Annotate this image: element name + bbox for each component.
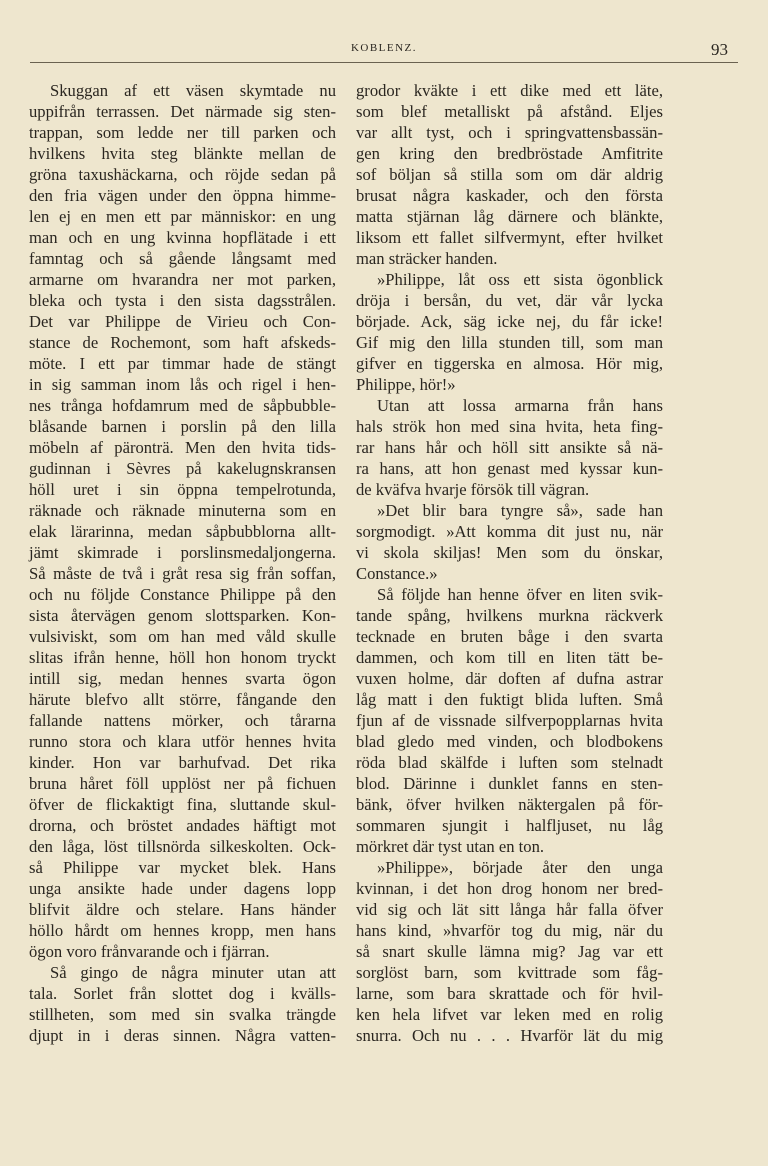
text-line: Philippe, hör!» (356, 375, 456, 394)
text-line: unga ansikte hade under dagens lopp (29, 879, 336, 898)
text-line: »Philippe», började åter den unga (377, 858, 663, 877)
page-number: 93 (711, 40, 728, 59)
text-line: kinder. Hon var barhufvad. Det rika (29, 753, 336, 772)
text-line: tecknade en bruten båge i den svarta (356, 627, 663, 646)
text-line: den låga, löst tillsnörda silkeskolten. Ock- (29, 837, 336, 856)
text-line: liksom ett fallet silfvermynt, efter hvilket (356, 228, 663, 247)
text-line: stillheten, som med sin svalka trängde (29, 1005, 336, 1024)
text-line: och nu följde Constance Philippe på den (29, 585, 336, 604)
text-line: var allt tyst, och i springvattensbassän- (356, 123, 663, 142)
text-line: grodor kväkte i ett dike med ett läte, (356, 81, 663, 100)
text-line: runno stora och klara utför hennes hvita (29, 732, 336, 751)
text-line: tande spång, hvilkens murkna räckverk (356, 606, 663, 625)
text-line: så Philippe var mycket blek. Hans (29, 858, 336, 877)
text-line: öfver de flickaktigt fina, sluttande skul- (29, 795, 336, 814)
text-line: blad gledo med vinden, och blodbokens (356, 732, 663, 751)
text-line: gudinnan i Sèvres på kakelugnskransen (29, 459, 336, 478)
text-line: nes trånga hofdamrum med de såpbubble- (29, 396, 336, 415)
text-line: blod. Därinne i dunklet fanns en sten- (356, 774, 663, 793)
text-line: Skuggan af ett väsen skymtade nu (50, 81, 336, 100)
running-title: KOBLENZ. (350, 42, 418, 54)
text-line: fallande nattens mörker, och tårarna (29, 711, 336, 730)
text-line: mörkret där tyst utan en ton. (356, 837, 545, 856)
text-line: Så måste de två i gråt resa sig från soffan, (29, 564, 336, 583)
text-line: larne, som bara skrattade och för hvil- (356, 984, 663, 1003)
text-line: härute blefvo allt större, fångande den (29, 690, 336, 709)
text-line: ken hela lifvet var leken med en rolig (356, 1005, 663, 1024)
text-line: man och en ung kvinna hopflätade i ett (29, 228, 336, 247)
text-line: rar hans hår och höll sitt ansikte så nä- (356, 438, 663, 457)
text-line: stance de Rochemont, som haft afskeds- (29, 333, 336, 352)
text-line: började. Ack, säg icke nej, du får icke! (356, 312, 663, 331)
text-line: sorgmodigt. »Att komma dit just nu, när (356, 522, 663, 541)
text-line: möte. I ett par timmar hade de stängt (29, 354, 336, 373)
text-line: hvilkens hvita steg blänkte mellan de (29, 144, 336, 163)
text-line: Constance.» (356, 564, 438, 583)
text-line: len ej en men ett par människor: en ung (29, 207, 336, 226)
text-line: brusat några kaskader, och den första (356, 186, 663, 205)
text-line: sof böljan så stilla som om där aldrig (356, 165, 663, 184)
text-line: sista återvägen genom slottsparken. Kon- (29, 606, 336, 625)
text-line: in sig samman inom lås och rigel i hen- (29, 375, 336, 394)
text-line: blifvit äldre och stelare. Hans händer (29, 900, 336, 919)
text-line: hals strök hon med sina hvita, heta fing- (356, 417, 663, 436)
text-line: djupt in i deras sinnen. Några vatten- (29, 1026, 336, 1045)
text-line: »Philippe, låt oss ett sista ögonblick (377, 270, 663, 289)
text-line: blåsande barnen i porslin på den lilla (29, 417, 336, 436)
text-line: uppifrån terrassen. Det närmade sig sten- (29, 102, 336, 121)
text-line: röda blad skälfde i luften som stelnadt (356, 753, 663, 772)
text-line: så snart skulle lämna mig? Jag var ett (356, 942, 663, 961)
text-line: Gif mig den lilla stunden till, som man (356, 333, 663, 352)
text-line: drorna, och bröstet andades häftigt mot (29, 816, 336, 835)
text-line: låg matt i den fuktigt blida luften. Små (356, 690, 663, 709)
text-line: gröna taxushäckarna, och röjde sedan på (29, 165, 336, 184)
text-line: vuxen holme, där doften af dufna astrar (356, 669, 663, 688)
text-line: »Det blir bara tyngre så», sade han (377, 501, 663, 520)
text-line: dröja i bersån, du vet, där vår lycka (356, 291, 663, 310)
text-line: Det var Philippe de Virieu och Con- (29, 312, 336, 331)
text-line: kvinnan, i det hon drog honom ner bred- (356, 879, 663, 898)
text-line: höllo hårdt om hennes kropp, men hans (29, 921, 336, 940)
text-line: man sträcker handen. (356, 249, 498, 268)
text-line: gifver en tiggerska en almosa. Hör mig, (356, 354, 663, 373)
text-line: den fria vägen under den öppna himme- (29, 186, 336, 205)
text-line: möbeln af päronträ. Men den hvita tids- (29, 438, 336, 457)
text-line: vid sig och lät sitt långa hår falla öfver (356, 900, 663, 919)
text-line: slitas ifrån henne, höll hon honom tryckt (29, 648, 336, 667)
text-line: höll uret i sin öppna tempelrotunda, (29, 480, 336, 499)
text-line: sorglöst barn, som kvittrade som fåg- (356, 963, 663, 982)
text-line: räknade och räknade minuterna som en (29, 501, 336, 520)
text-line: bleka och tysta i den sista dagsstrålen. (29, 291, 336, 310)
right-text-column (356, 80, 663, 1046)
text-line: snurra. Och nu . . . Hvarför lät du mig (356, 1026, 663, 1045)
text-line: jämt skimrade i porslinsmedaljongerna. (29, 543, 336, 562)
text-line: vi skola skiljas! Men som du önskar, (356, 543, 663, 562)
text-line: sommaren sjungit i halfljuset, nu låg (356, 816, 663, 835)
text-line: vulsiviskt, som om han med våld skulle (29, 627, 336, 646)
text-line: Så följde han henne öfver en liten svik- (377, 585, 663, 604)
page-header (30, 38, 738, 63)
text-line: intill sig, medan hennes svarta ögon (29, 669, 336, 688)
text-line: Så gingo de några minuter utan att (50, 963, 336, 982)
text-line: trappan, som ledde ner till parken och (29, 123, 336, 142)
text-line: famntag och så gående långsamt med (29, 249, 336, 268)
text-line: dammen, och kom till en liten tätt be- (356, 648, 663, 667)
text-line: bänk, öfver hvilken näktergalen på för- (356, 795, 663, 814)
left-text-column (29, 80, 336, 1046)
text-line: Utan att lossa armarna från hans (377, 396, 663, 415)
text-line: ögon voro frånvarande och i fjärran. (29, 942, 270, 961)
text-line: hans kind, »hvarför tog du mig, när du (356, 921, 663, 940)
text-line: elak lärarinna, medan såpbubblorna allt- (29, 522, 336, 541)
text-line: som blef metalliskt på afstånd. Eljes (356, 102, 663, 121)
text-line: de kväfva hvarje försök till vägran. (356, 480, 590, 499)
text-line: ra hans, att hon genast med kyssar kun- (356, 459, 663, 478)
text-line: matta stjärnan låg därnere och blänkte, (356, 207, 663, 226)
text-line: fjun af de vissnade silfverpopplarnas hvita (356, 711, 663, 730)
text-line: bruna håret föll upplöst ner på fichuen (29, 774, 336, 793)
text-line: armarne om hvarandra ner mot parken, (29, 270, 336, 289)
text-line: tala. Sorlet från slottet dog i kvälls- (29, 984, 336, 1003)
text-line: gen kring den bredbröstade Amfitrite (356, 144, 663, 163)
